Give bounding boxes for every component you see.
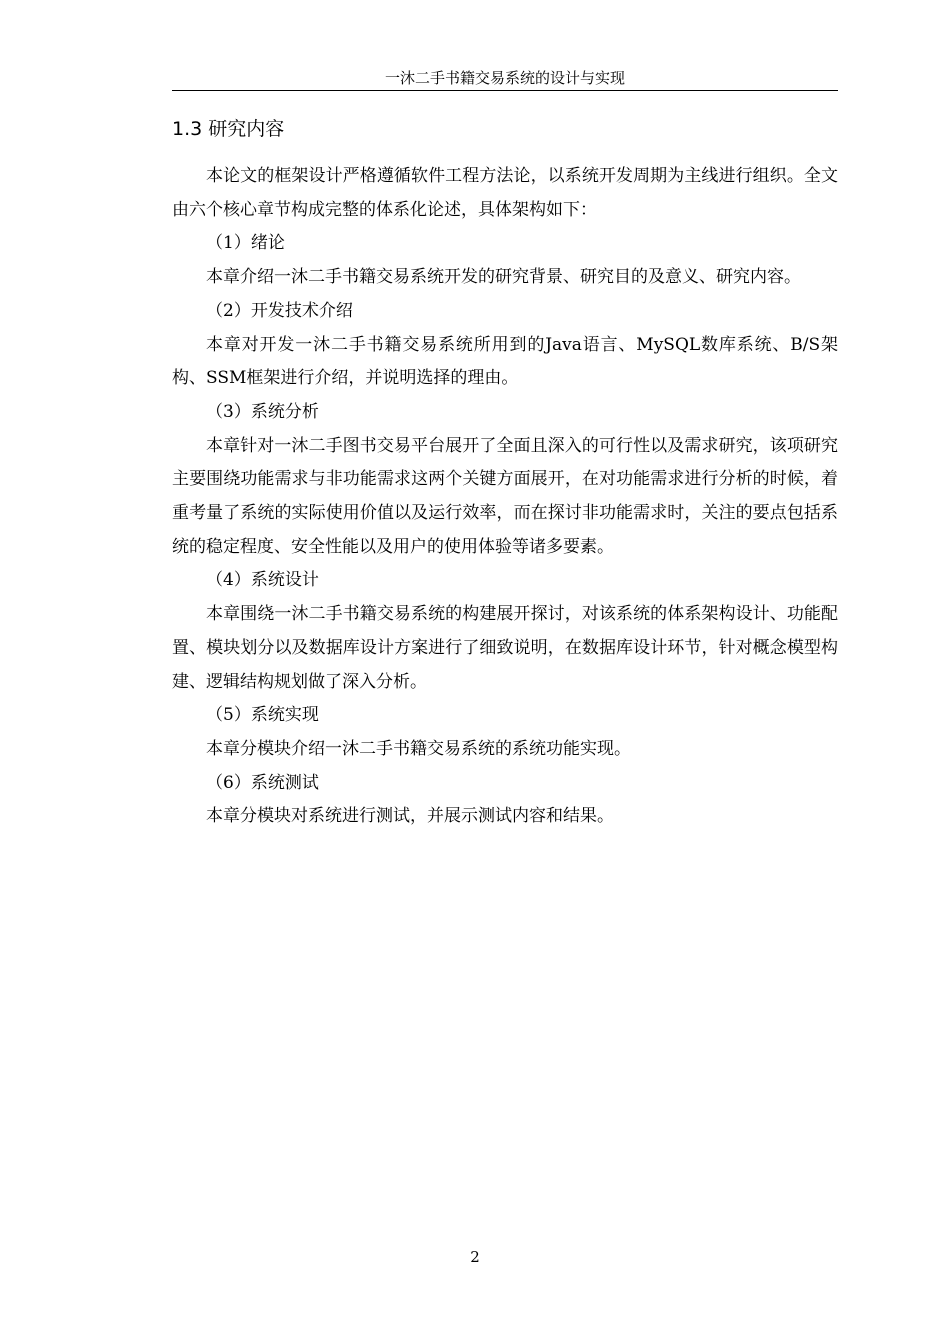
section-title: 1.3 研究内容: [172, 118, 285, 140]
chapter-heading-4: （4）系统设计: [206, 570, 319, 591]
chapter-paragraph-2: 本章对开发一沐二手书籍交易系统所用到的Java语言、MySQL数库系统、B/S架构、SSM框架进行介绍，并说明选择的理由。: [172, 334, 838, 389]
chapter-heading-1: （1）绪论: [206, 233, 285, 254]
chapter-paragraph-5: 本章分模块介绍一沐二手书籍交易系统的系统功能实现。: [206, 738, 631, 759]
chapter-paragraph-4: 本章围绕一沐二手书籍交易系统的构建展开探讨，对该系统的体系架构设计、功能配置、模块划分以及数据库设计方案进行了细致说明，在数据库设计环节，针对概念模型构建、逻辑结构规划做了深入分析。: [172, 604, 838, 692]
header-title: 一沐二手书籍交易系统的设计与实现: [384, 69, 625, 87]
chapter-heading-6: （6）系统测试: [206, 772, 319, 793]
page-number: 2: [470, 1248, 480, 1266]
chapter-heading-2: （2）开发技术介绍: [206, 300, 353, 321]
chapter-heading-3: （3）系统分析: [206, 401, 319, 422]
body-text: [172, 160, 838, 834]
chapter-paragraph-3: 本章针对一沐二手图书交易平台展开了全面且深入的可行性以及需求研究，该项研究主要围绕功能需求与非功能需求这两个关键方面展开，在对功能需求进行分析的时候，着重考量了系统的实际使用价值以及运行效率，而在探讨非功能需求时，关注的要点包括系统的稳定程度、安全性能以及用户的使用体验等诸多要素。: [172, 435, 838, 557]
chapter-heading-5: （5）系统实现: [206, 705, 319, 726]
chapter-paragraph-1: 本章介绍一沐二手书籍交易系统开发的研究背景、研究目的及意义、研究内容。: [206, 267, 801, 288]
page-header: [172, 66, 838, 91]
chapter-paragraph-6: 本章分模块对系统进行测试，并展示测试内容和结果。: [206, 806, 614, 827]
intro-paragraph: 本论文的框架设计严格遵循软件工程方法论，以系统开发周期为主线进行组织。全文由六个核心章节构成完整的体系化论述，具体架构如下：: [172, 166, 838, 220]
